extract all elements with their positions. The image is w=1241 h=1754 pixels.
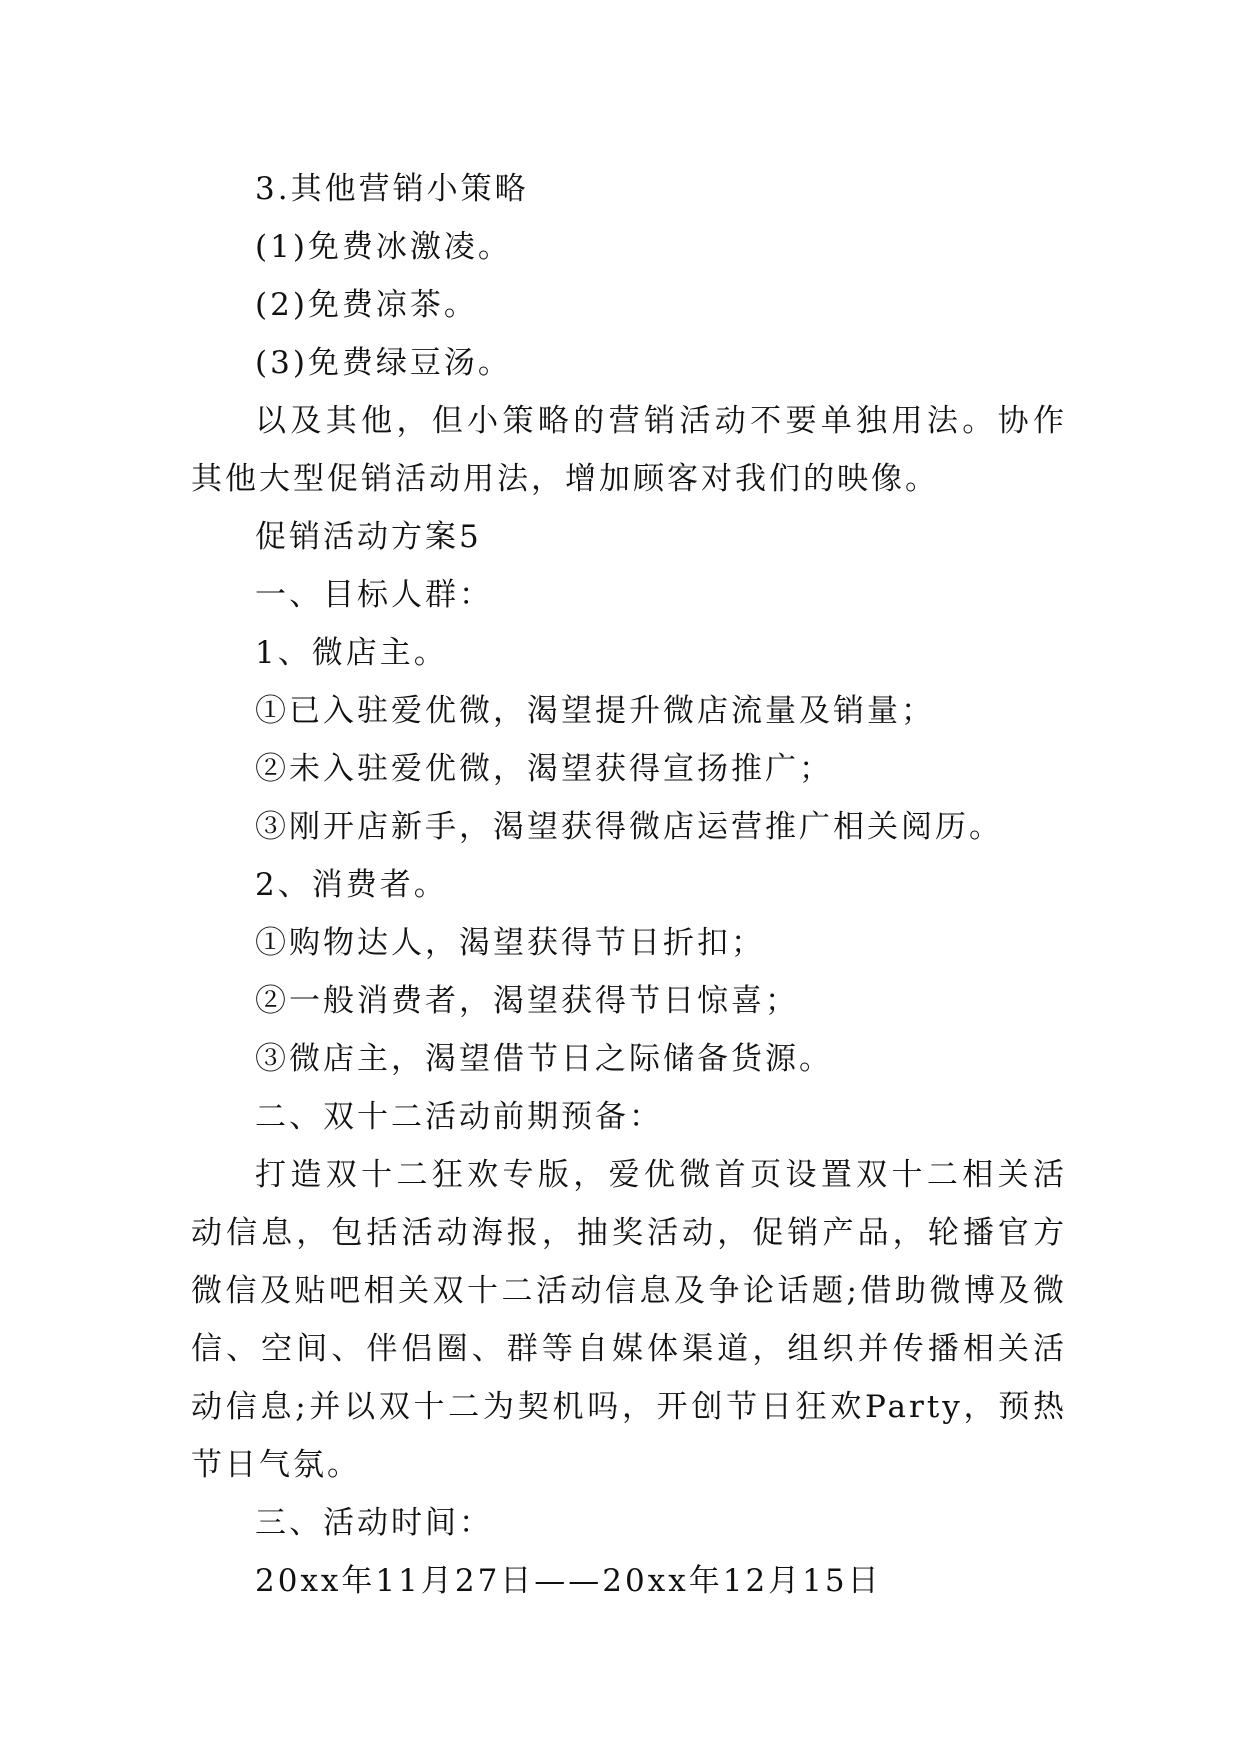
strategy-note-paragraph: 以及其他，但小策略的营销活动不要单独用法。协作其他大型促销活动用法，增加顾客对我们的映像。	[191, 403, 1067, 497]
section-title: 促销活动方案5	[255, 519, 482, 555]
document-body	[191, 160, 1067, 1610]
strategy-item-herbal-tea: (2)免费凉茶。	[255, 287, 478, 323]
prep-paragraph: 打造双十二狂欢专版，爱优微首页设置双十二相关活动信息，包括活动海报，抽奖活动，促销产品，轮播官方微信及贴吧相关双十二活动信息及争论话题;借助微博及微信、空间、伴侣圈、群等自媒体渠道，组织并传播相关活动信息;并以双十二为契机吗，开创节日狂欢Party，预热节日气氛。	[191, 1157, 1067, 1483]
list-item: ③微店主，渴望借节日之际储备货源。	[255, 1041, 833, 1077]
strategy-item-ice-cream: (1)免费冰激凌。	[255, 229, 512, 265]
list-item: ③刚开店新手，渴望获得微店运营推广相关阅历。	[255, 809, 1003, 845]
strategy-heading: 3.其他营销小策略	[255, 171, 529, 207]
time-heading: 三、活动时间：	[255, 1505, 493, 1541]
time-value: 20xx年11月27日——20xx年12月15日	[255, 1563, 882, 1599]
list-item: ①已入驻爱优微，渴望提升微店流量及销量；	[255, 693, 935, 729]
consumer-heading: 2、消费者。	[255, 867, 448, 903]
strategy-item-mung-bean-soup: (3)免费绿豆汤。	[255, 345, 512, 381]
target-heading: 一、目标人群：	[255, 577, 493, 613]
prep-heading: 二、双十二活动前期预备：	[255, 1099, 663, 1135]
list-item: ②一般消费者，渴望获得节日惊喜；	[255, 983, 799, 1019]
shop-owner-heading: 1、微店主。	[255, 635, 448, 671]
list-item: ②未入驻爱优微，渴望获得宣扬推广；	[255, 751, 833, 787]
list-item: ①购物达人，渴望获得节日折扣；	[255, 925, 765, 961]
